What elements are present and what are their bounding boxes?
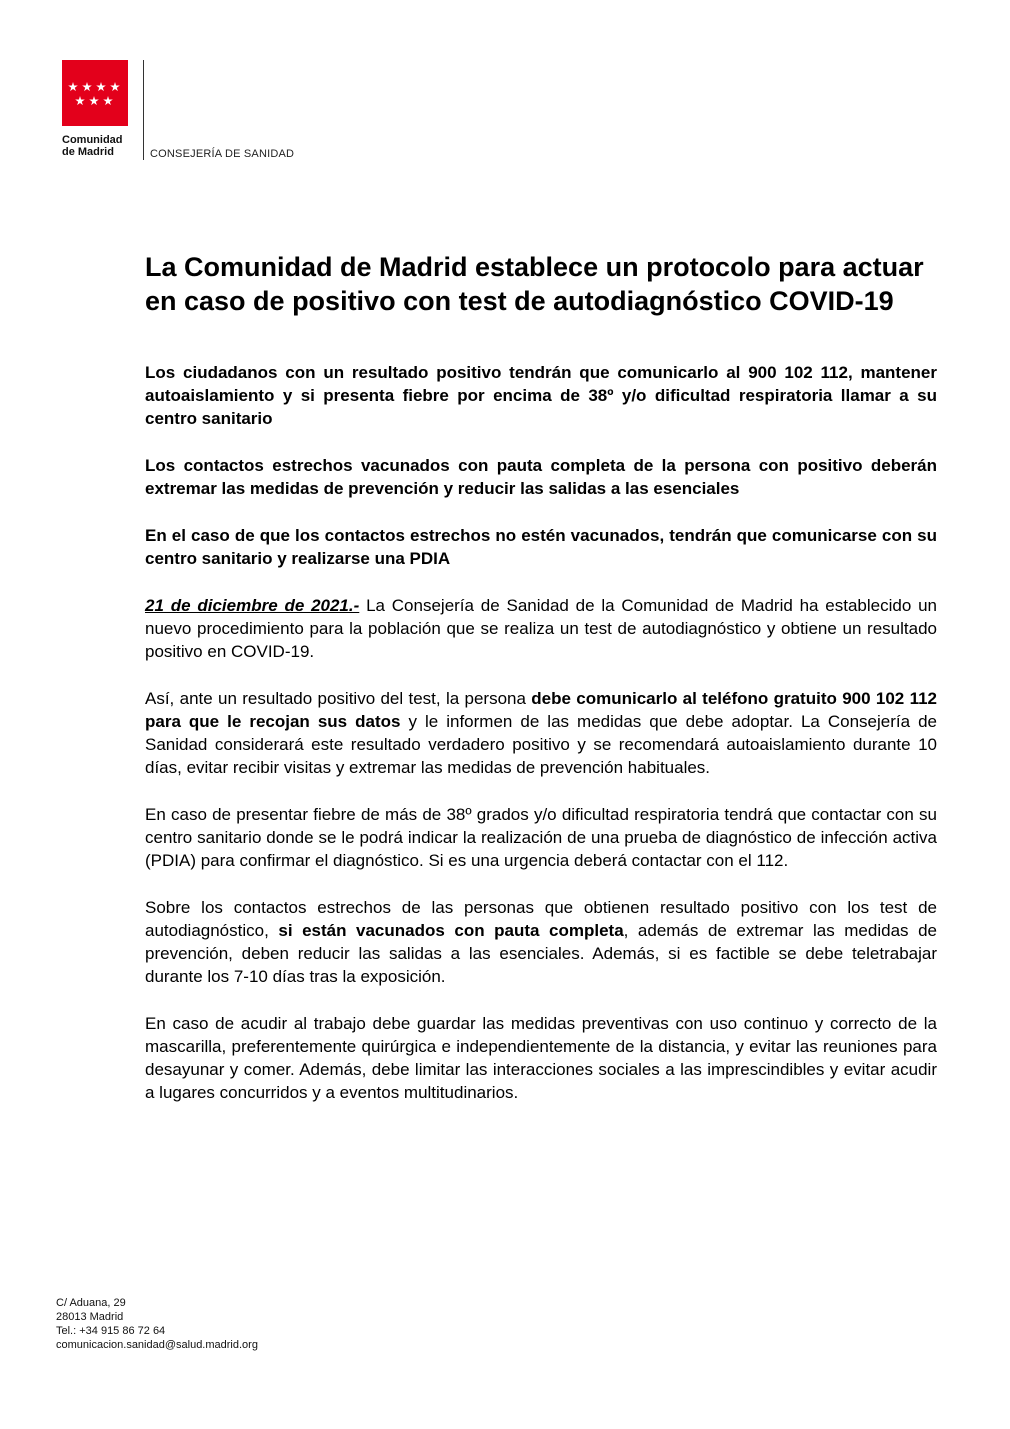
star-icon [110,82,120,92]
footer-email[interactable]: comunicacion.sanidad@salud.madrid.org [56,1339,258,1351]
body-paragraph-1 [145,594,937,663]
paragraph-2-emphasis: debe comunicarlo al teléfono gratuito 900 102 112 para que le recojan sus datos [145,689,938,731]
comunidad-de-madrid-logo [62,60,132,158]
paragraph-4-emphasis: si están vacunados con pauta completa [278,921,624,940]
body-paragraph-2 [145,687,937,779]
star-icon [96,82,106,92]
header-divider [143,60,144,160]
star-icon [89,96,99,106]
subhead-1: Los ciudadanos con un resultado positivo tendrán que comunicarlo al 900 102 112, mantener autoaislamiento y si presenta fiebre por encima de 38º y/o dificultad respiratoria llamar a su centro sanitario [145,363,937,428]
star-icon [68,82,78,92]
subhead-3: En el caso de que los contactos estrechos no estén vacunados, tendrán que comunicarse con su centro sanitario y realizarse una PDIA [145,526,937,568]
paragraph-4-text-c: , además de extremar las medidas de prevención, deben reducir las salidas a las esenciales. Además, si es factible se debe teletrabajar durante los 7-10 días tras la exposición. [145,921,937,986]
logo-line-2: de Madrid [62,146,114,158]
paragraph-4-text-a: Sobre los contactos estrechos de las personas que obtienen resultado positivo con los test de autodiagnóstico, [145,898,937,940]
subhead-2: Los contactos estrechos vacunados con pauta completa de la persona con positivo deberán extremar las medidas de prevención y reducir las salidas a las esenciales [145,456,937,498]
logo-text [62,134,132,158]
body-paragraph-3: En caso de presentar fiebre de más de 38º grados y/o dificultad respiratoria tendrá que contactar con su centro sanitario donde se le podrá indicar la realización de una prueba de diagnóstico de infección activa (PDIA) para confirmar el diagnóstico. Si es una urgencia deberá contactar con el 112. [145,805,937,870]
department-name: CONSEJERÍA DE SANIDAD [150,148,295,160]
page-title: La Comunidad de Madrid establece un protocolo para actuar en caso de positivo con test de autodiagnóstico COVID-19 [145,252,924,316]
star-icon [82,82,92,92]
logo-line-1: Comunidad [62,134,123,146]
footer-contact [56,1296,258,1352]
footer-phone: Tel.: +34 915 86 72 64 [56,1325,166,1337]
footer-city: 28013 Madrid [56,1311,124,1323]
press-release-content [145,250,937,1128]
body-paragraph-5: En caso de acudir al trabajo debe guardar las medidas preventivas con uso continuo y correcto de la mascarilla, preferentemente quirúrgica e independientemente de la distancia, y evitar las reuniones para desayunar y comer. Además, debe limitar las interacciones sociales a las imprescindibles y evitar acudir a lugares concurridos y a eventos multitudinarios. [145,1014,937,1102]
body-paragraph-4 [145,896,937,988]
logo-red-square [62,60,128,126]
release-date: 21 de diciembre de 2021.- [145,596,360,615]
paragraph-1-text: La Consejería de Sanidad de la Comunidad de Madrid ha establecido un nuevo procedimiento para la población que se realiza un test de autodiagnóstico y obtiene un resultado positivo en COVID-19. [145,596,937,661]
footer-address: C/ Aduana, 29 [56,1297,126,1309]
star-icon [75,96,85,106]
paragraph-2-text-a: Así, ante un resultado positivo del test, la persona [145,689,532,708]
paragraph-2-text-c: y le informen de las medidas que debe adoptar. La Consejería de Sanidad considerará este resultado verdadero positivo y se recomendará autoaislamiento durante 10 días, evitar recibir visitas y extremar las medidas de prevención habituales. [145,712,937,777]
star-icon [103,96,113,106]
